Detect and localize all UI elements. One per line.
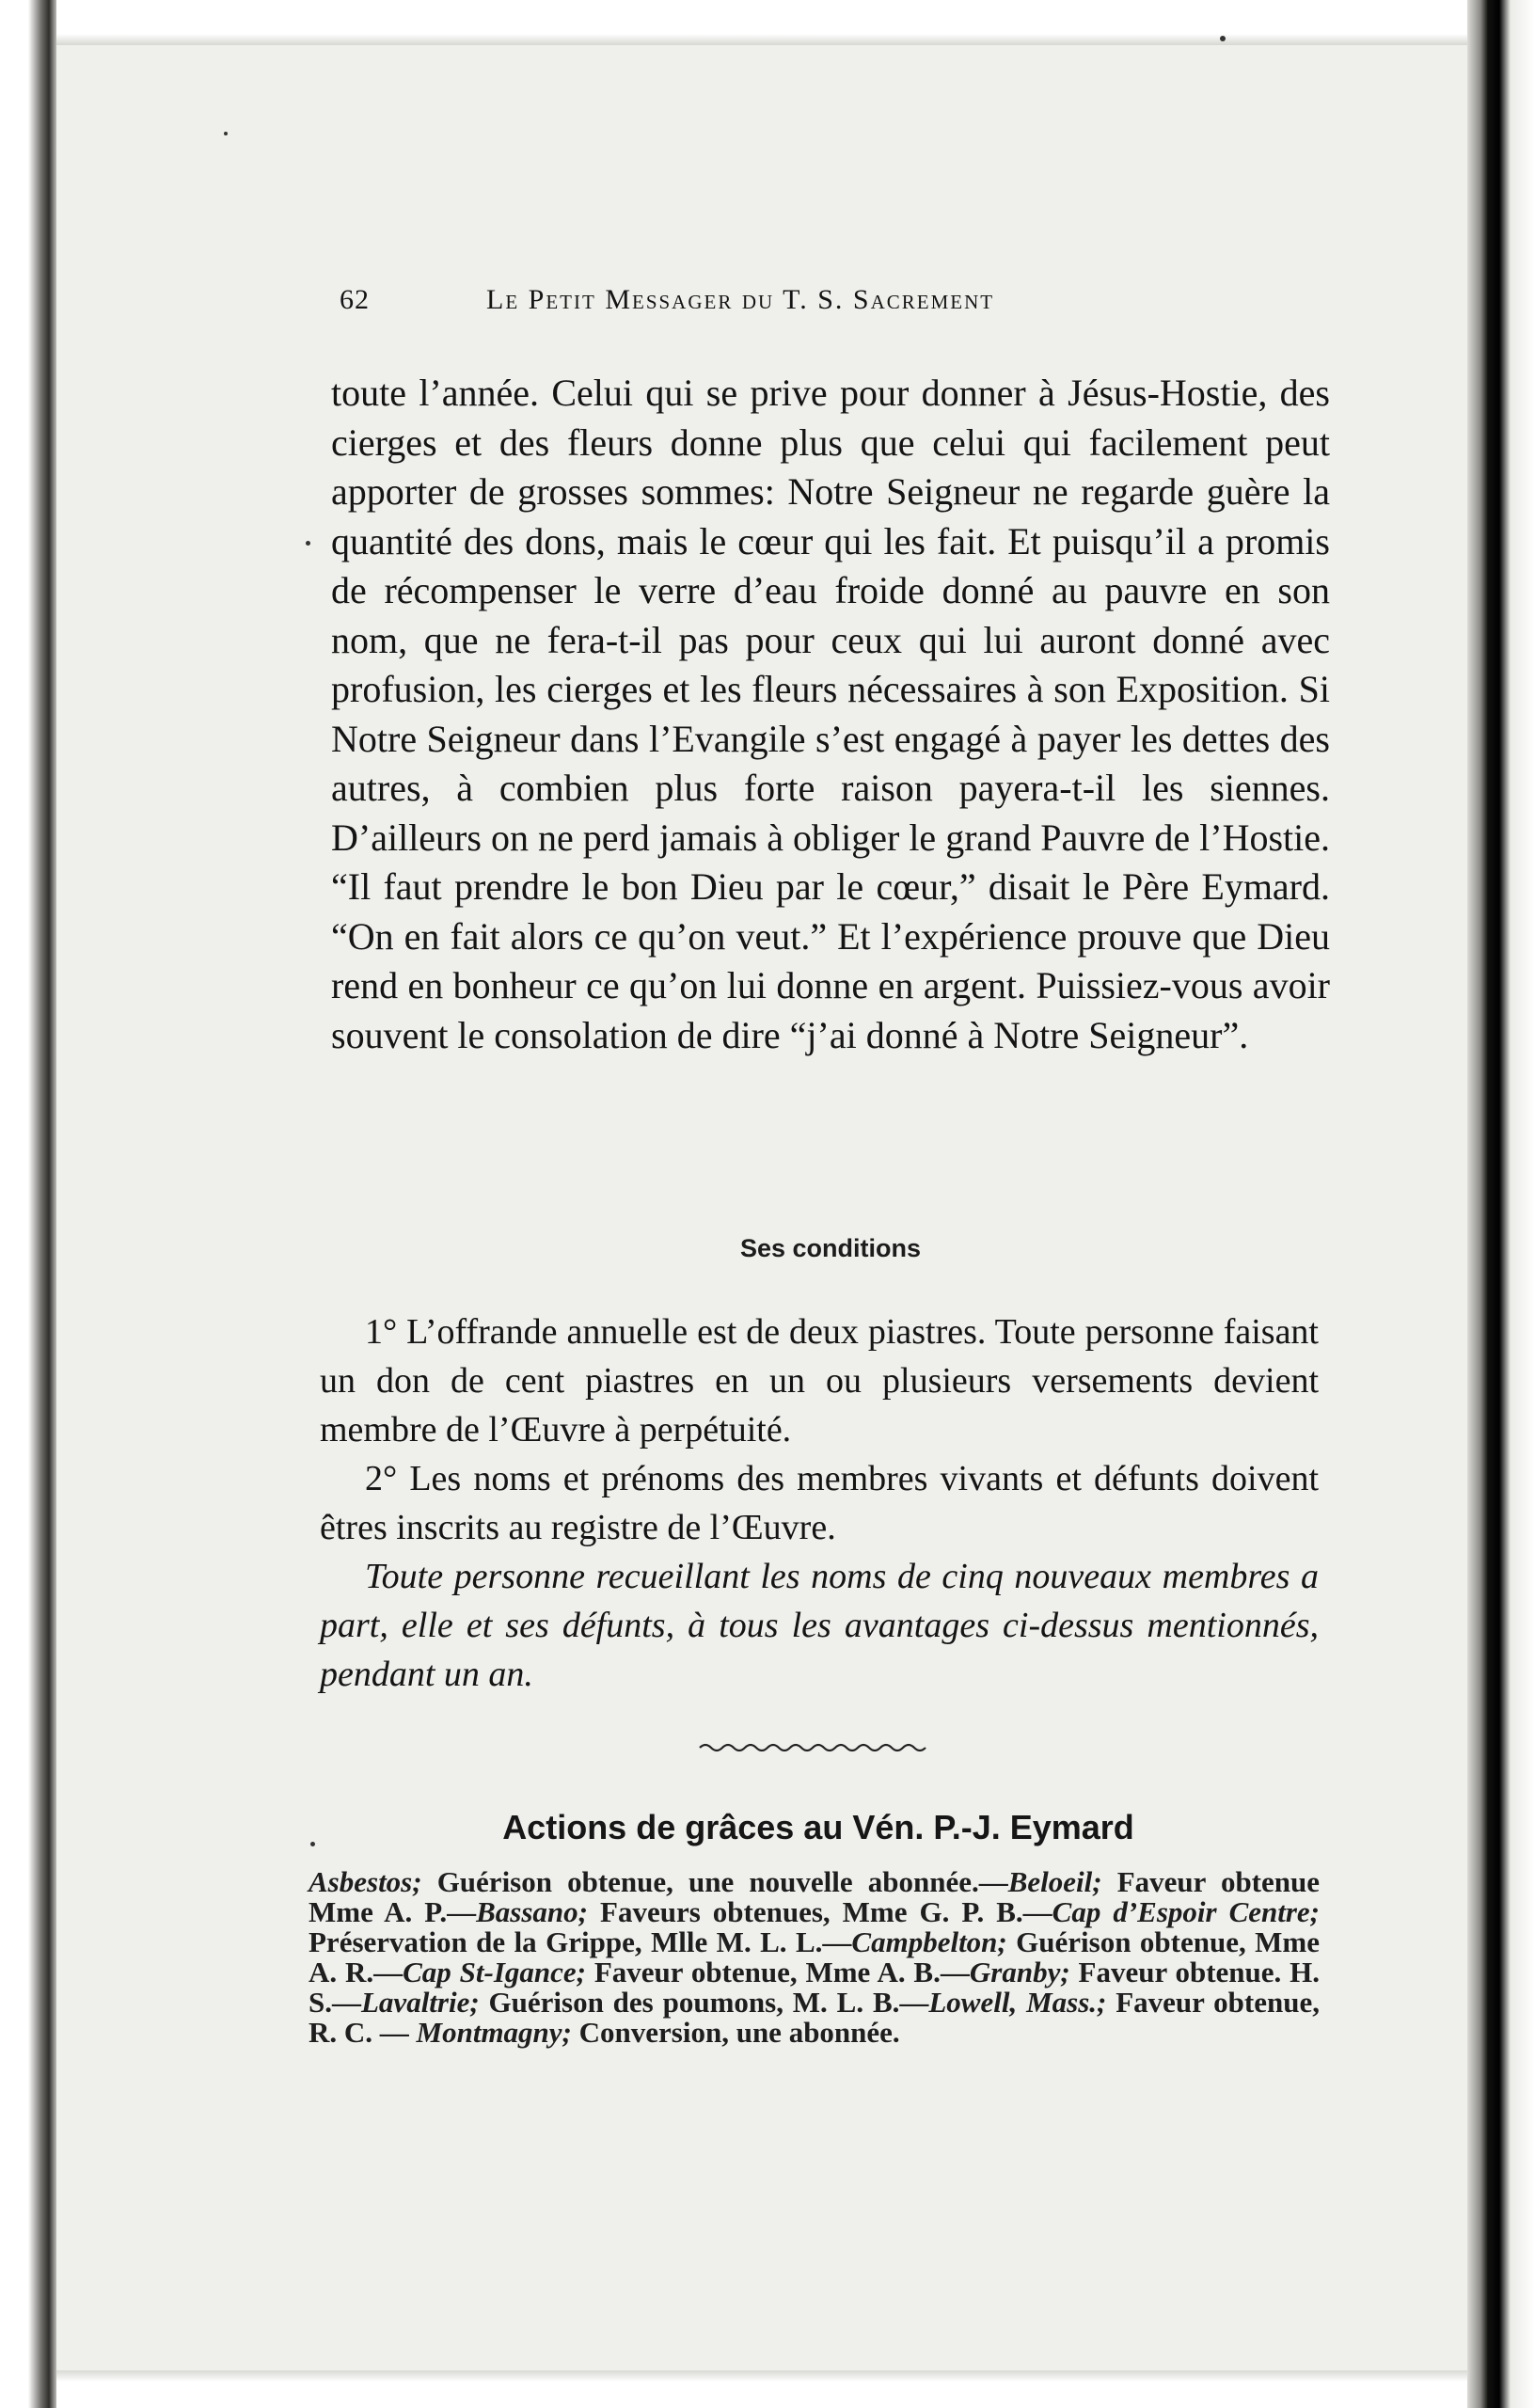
scan-speck — [1220, 36, 1226, 41]
scan-top-margin — [0, 0, 1535, 45]
action-text: Guérison obtenue, Mme A. R.— — [309, 1925, 1320, 1988]
action-text: Faveur obtenue, R. C. — — [309, 1986, 1320, 2049]
scan-speck — [310, 1842, 315, 1846]
action-place: Bassano; — [476, 1895, 588, 1928]
scan-speck — [306, 541, 310, 546]
book-spine-edge — [0, 0, 56, 2408]
page-number: 62 — [340, 284, 370, 315]
body-paragraph: toute l’année. Celui qui se prive pour donner à Jésus-Hostie, des cierges et des fleurs donne plus que celui qui facilement peut apporter de grosses sommes: Notre Seigneur ne regarde guère la quantité des dons, mais le cœur qui les fait. Et puisqu’il a promis de récompenser le verre d’eau froide donné au pauvre en son nom, que ne fera-t-il pas pour ceux qui lui auront donné avec profusion, les cierges et les fleurs nécessaires à son Exposition. Si Notre Seigneur dans l’Evangile s’est engagé à payer les dettes des autres, à combien plus forte raison payera-t-il les siennes. D’ailleurs on ne perd jamais à obliger le grand Pauvre de l’Hostie. “Il faut prendre le bon Dieu par le cœur,” disait le Père Eymard. “On en fait alors ce qu’on veut.” Et l’expérience prouve que Dieu rend en bonheur ce qu’on lui donne en argent. Puissiez-vous avoir souvent le consolation de dire “j’ai donné à Notre Seigneur”. — [331, 372, 1330, 1056]
action-place: Montmagny; — [416, 2016, 572, 2049]
action-text: Faveurs obtenues, Mme G. P. B.— — [588, 1895, 1052, 1928]
running-header — [261, 284, 1333, 331]
scan-bottom-margin — [0, 2370, 1535, 2408]
conditions-list — [320, 1307, 1319, 1699]
action-text: Guérison obtenue, une nouvelle abonnée.— — [421, 1865, 1008, 1898]
condition-note: Toute personne recueillant les noms de cinq nouveaux membres a part, elle et ses défunts, à tous les avantages ci-dessus mentionnés, pendant un an. — [320, 1557, 1319, 1694]
action-place: Campbelton; — [851, 1925, 1007, 1958]
action-text: Guérison des poumons, M. L. B.— — [479, 1986, 929, 2019]
action-text: Faveur obtenue. H. S.— — [309, 1956, 1321, 2019]
conditions-heading: Ses conditions — [739, 1234, 922, 1262]
action-text: Faveur obtenue Mme A. P.— — [309, 1865, 1321, 1928]
actions-entries — [309, 1867, 1320, 2048]
action-place: Asbestos; — [309, 1865, 422, 1898]
action-place: Cap St-Igance; — [403, 1956, 586, 1988]
actions-heading: Actions de grâces au Vén. P.-J. Eymard — [502, 1808, 1134, 1846]
running-title: Le Petit Messager du T. S. Sacrement — [486, 284, 995, 315]
condition-item-1: 1° L’offrande annuelle est de deux piastres. Toute personne faisant un don de cent piastres en un ou plusieurs versements devient membre de l’Œuvre à perpétuité. — [320, 1312, 1319, 1450]
action-place: Beloeil; — [1007, 1865, 1102, 1898]
action-text: Conversion, une abonnée. — [571, 2016, 900, 2049]
next-page-edge — [1467, 0, 1535, 2408]
action-place: Cap d’Espoir Centre; — [1052, 1895, 1321, 1928]
action-place: Lowell, Mass.; — [928, 1986, 1107, 2019]
action-place: Granby; — [969, 1956, 1070, 1988]
scan-speck — [224, 132, 228, 135]
action-text: Faveur obtenue, Mme A. B.— — [585, 1956, 970, 1988]
wavy-divider-ornament — [698, 1738, 933, 1753]
condition-item-2: 2° Les noms et prénoms des membres vivants et défunts doivent êtres inscrits au registre de l’Œuvre. — [320, 1459, 1319, 1547]
action-place: Lavaltrie; — [361, 1986, 480, 2019]
action-text: Préservation de la Grippe, Mlle M. L. L.— — [309, 1925, 852, 1958]
